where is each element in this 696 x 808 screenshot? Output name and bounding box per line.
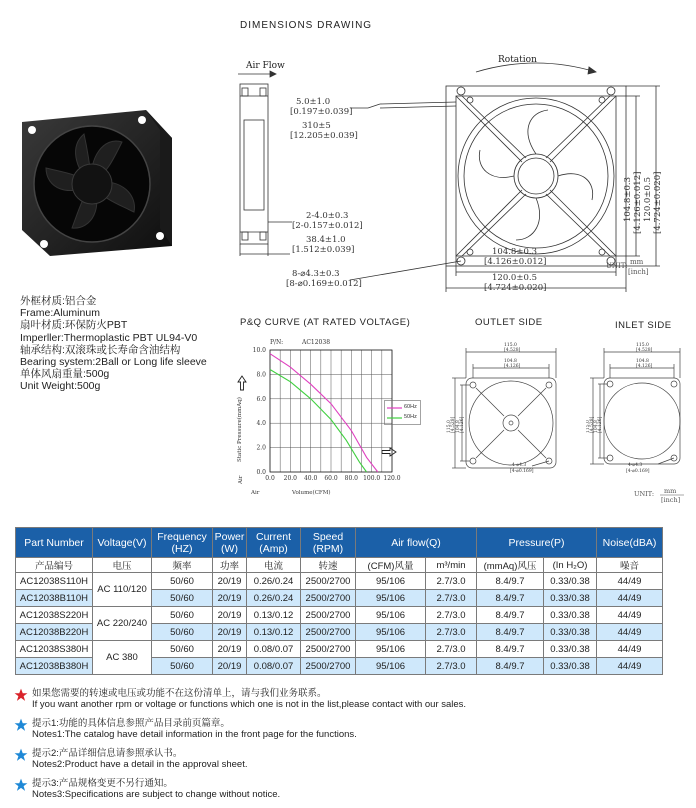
dim-holes: 8-⌀4.3±0.3 (292, 269, 340, 279)
air-flow-label: Air Flow (246, 61, 285, 71)
rotation-label: Rotation (498, 55, 537, 65)
pn-value: AC12038 (302, 339, 331, 346)
cell-m3: 2.7/3.0 (426, 590, 477, 607)
sub-cfm: (CFM)风量 (356, 558, 426, 573)
inlet-t1: 115.0 (636, 343, 649, 348)
cell-mmaq: 8.4/9.7 (477, 624, 544, 641)
cell-freq: 50/60 (152, 624, 213, 641)
blue-star-icon (14, 778, 28, 792)
inlet-h2: [4-⌀0.169] (626, 469, 650, 474)
cell-cfm: 95/106 (356, 641, 426, 658)
blue-star-icon (14, 748, 28, 762)
outlet-t1: 115.0 (504, 343, 517, 348)
cell-part: AC12038B110H (16, 590, 93, 607)
dim-cable-offset-inch: [0.197±0.039] (290, 107, 353, 117)
inlet-t2: [4.528] (636, 348, 653, 353)
y-tick-label: 6.0 (256, 395, 266, 403)
cell-voltage: AC 220/240 (93, 607, 152, 641)
pq-x-axis-char: Air (251, 490, 260, 496)
pq-y-axis-char: Air (238, 475, 244, 484)
x-tick-label: 100.0 (363, 475, 381, 482)
header-airflow: Air flow(Q) (356, 528, 477, 558)
cell-power: 20/19 (213, 607, 247, 624)
dim-hole-spacing: 104.8±0.3 (492, 247, 537, 257)
cell-noise: 44/49 (597, 641, 663, 658)
cell-freq: 50/60 (152, 658, 213, 675)
cell-power: 20/19 (213, 573, 247, 590)
note-zh: 提示3:产品规格变更不另行通知。 (32, 778, 173, 789)
cell-power: 20/19 (213, 641, 247, 658)
sub-mmaq: (mmAq)风压 (477, 558, 544, 573)
y-tick-label: 8.0 (256, 371, 266, 379)
spec-line: 扇叶材质:环保防火PBT (20, 319, 128, 332)
dim-v-hole-spacing-inch: [4.126±0.012] (633, 171, 643, 234)
inlet-title: INLET SIDE (615, 320, 672, 331)
series-line-50hz (270, 370, 367, 473)
fan-photo (18, 108, 176, 258)
legend-50hz: 50Hz (404, 414, 417, 420)
cell-speed: 2500/2700 (301, 590, 356, 607)
header-current: Current (Amp) (247, 528, 301, 558)
header-frequency: Frequency (HZ) (152, 528, 213, 558)
header-power: Power (W) (213, 528, 247, 558)
spec-line: 单体风扇重量:500g (20, 368, 110, 381)
cell-voltage: AC 110/120 (93, 573, 152, 607)
outlet-s1: 115.0 (447, 420, 452, 433)
sub-inh2o: (In H₂O) (544, 558, 597, 573)
table-row (16, 573, 663, 590)
cell-m3: 2.7/3.0 (426, 624, 477, 641)
pq-xlabel: Volume(CFM) (292, 490, 331, 496)
cell-mmaq: 8.4/9.7 (477, 641, 544, 658)
arrow-up-icon (238, 376, 246, 390)
note-item (14, 778, 466, 800)
cell-current: 0.13/0.12 (247, 624, 301, 641)
x-tick-label: 20.0 (283, 475, 298, 482)
inlet-t4: [4.126] (636, 364, 653, 369)
y-tick-label: 10.0 (252, 347, 266, 354)
cell-freq: 50/60 (152, 607, 213, 624)
table-row (16, 641, 663, 658)
dim-terminal: 2-4.0±0.3 (306, 211, 349, 221)
outlet-t4: [4.126] (504, 364, 521, 369)
y-tick-label: 4.0 (256, 420, 266, 428)
table-row (16, 607, 663, 624)
dim-hole-spacing-inch: [4.126±0.012] (484, 257, 547, 267)
outlet-t2: [4.528] (504, 348, 521, 353)
cell-m3: 2.7/3.0 (426, 658, 477, 675)
cell-part: AC12038B220H (16, 624, 93, 641)
spec-table (15, 527, 663, 675)
inlet-s1: 115.0 (586, 420, 591, 433)
cell-noise: 44/49 (597, 607, 663, 624)
x-tick-label: 80.0 (344, 475, 359, 482)
outlet-s4: [4.126] (460, 416, 465, 433)
cell-cfm: 95/106 (356, 573, 426, 590)
note-zh: 如果您需要的转速或电压或功能不在这份清单上，请与我们业务联系。 (32, 688, 327, 699)
note-item (14, 718, 466, 740)
sub-power: 功率 (213, 558, 247, 573)
note-zh: 提示1:功能的具体信息参照产品目录前页篇章。 (32, 718, 230, 729)
sub-freq: 频率 (152, 558, 213, 573)
cell-m3: 2.7/3.0 (426, 641, 477, 658)
cell-mmaq: 8.4/9.7 (477, 590, 544, 607)
cell-m3: 2.7/3.0 (426, 573, 477, 590)
dim-width: 120.0±0.5 (492, 273, 537, 283)
cell-mmaq: 8.4/9.7 (477, 607, 544, 624)
note-en: Notes3:Specifications are subject to change without notice. (32, 789, 281, 800)
cell-cfm: 95/106 (356, 624, 426, 641)
inlet-drawing (586, 338, 686, 478)
unit-label: UNIT: (606, 262, 628, 270)
cell-cfm: 95/106 (356, 607, 426, 624)
outlet-s3: 104.8 (456, 420, 461, 433)
cell-inh2o: 0.33/0.38 (544, 624, 597, 641)
cell-inh2o: 0.33/0.38 (544, 641, 597, 658)
cell-speed: 2500/2700 (301, 624, 356, 641)
pq-title: P&Q CURVE (AT RATED VOLTAGE) (240, 317, 411, 328)
outlet-h1: 4-⌀4.3 (512, 463, 527, 468)
dim-terminal-inch: [2-0.157±0.012] (292, 221, 363, 231)
red-star-icon (14, 688, 28, 702)
cell-current: 0.13/0.12 (247, 607, 301, 624)
legend-60hz: 60Hz (404, 404, 417, 410)
inlet-t3: 104.8 (636, 359, 649, 364)
outlet-drawing (446, 338, 576, 478)
y-tick-label: 2.0 (256, 444, 266, 452)
y-tick-label: 0.0 (256, 469, 266, 476)
sub-current: 电流 (247, 558, 301, 573)
blue-star-icon (14, 718, 28, 732)
dimension-drawing (230, 50, 670, 300)
x-tick-label: 0.0 (265, 475, 275, 482)
cell-speed: 2500/2700 (301, 658, 356, 675)
sub-part: 产品编号 (16, 558, 93, 573)
unit-mm-small: mm (664, 487, 677, 495)
outlet-t3: 104.8 (504, 359, 517, 364)
cell-voltage: AC 380 (93, 641, 152, 675)
unit-inch: [inch] (628, 268, 649, 276)
cell-part: AC12038S220H (16, 607, 93, 624)
cell-m3: 2.7/3.0 (426, 607, 477, 624)
cell-freq: 50/60 (152, 590, 213, 607)
dim-v-height: 120.0±0.5 (643, 177, 653, 222)
material-specs (20, 295, 207, 393)
sub-noise: 噪音 (597, 558, 663, 573)
cell-current: 0.26/0.24 (247, 573, 301, 590)
cell-current: 0.08/0.07 (247, 641, 301, 658)
dim-cable-length-inch: [12.205±0.039] (290, 131, 358, 141)
cell-speed: 2500/2700 (301, 641, 356, 658)
spec-line: 轴承结构:双滚珠或长寿命含油结构 (20, 343, 181, 356)
pn-label: P/N: (270, 339, 284, 346)
dim-thickness-inch: [1.512±0.039] (292, 245, 355, 255)
inlet-s3: 104.8 (594, 420, 599, 433)
cell-current: 0.26/0.24 (247, 590, 301, 607)
cell-noise: 44/49 (597, 624, 663, 641)
cell-part: AC12038B380H (16, 658, 93, 675)
cell-freq: 50/60 (152, 641, 213, 658)
spec-line: Imperller:Thermoplastic PBT UL94-V0 (20, 331, 198, 344)
cell-mmaq: 8.4/9.7 (477, 573, 544, 590)
cell-power: 20/19 (213, 590, 247, 607)
cell-speed: 2500/2700 (301, 573, 356, 590)
cell-mmaq: 8.4/9.7 (477, 658, 544, 675)
header-part: Part Number (16, 528, 93, 558)
dim-holes-inch: [8-⌀0.169±0.012] (286, 279, 362, 289)
spec-line: Frame:Aluminum (20, 307, 100, 320)
x-tick-label: 40.0 (303, 475, 318, 482)
note-item (14, 748, 466, 770)
note-en: Notes2:Product have a detail in the approval sheet. (32, 759, 248, 770)
cell-inh2o: 0.33/0.38 (544, 607, 597, 624)
x-tick-label: 120.0 (383, 475, 401, 482)
cell-part: AC12038S380H (16, 641, 93, 658)
note-item (14, 688, 466, 710)
outlet-s2: [4.528] (451, 416, 456, 433)
cell-noise: 44/49 (597, 573, 663, 590)
header-speed: Speed (RPM) (301, 528, 356, 558)
drawing-title: DIMENSIONS DRAWING (240, 20, 373, 31)
cell-speed: 2500/2700 (301, 607, 356, 624)
spec-line: 外框材质:铝合金 (20, 295, 97, 307)
header-row (16, 528, 663, 558)
cell-current: 0.08/0.07 (247, 658, 301, 675)
header-noise: Noise(dBA) (597, 528, 663, 558)
pq-ylabel: Static Pressure(mmAq) (237, 397, 243, 462)
inlet-s4: [4.126] (598, 416, 603, 433)
spec-line: Unit Weight:500g (20, 380, 101, 393)
subheader-row (16, 558, 663, 573)
dim-cable-offset: 5.0±1.0 (296, 97, 331, 107)
cell-part: AC12038S110H (16, 573, 93, 590)
pq-legend (384, 400, 424, 426)
spec-line: Bearing system:2Ball or Long life sleeve (20, 356, 207, 369)
cell-inh2o: 0.33/0.38 (544, 573, 597, 590)
sub-speed: 转速 (301, 558, 356, 573)
arrow-right-icon (382, 448, 396, 456)
header-voltage: Voltage(V) (93, 528, 152, 558)
note-en: If you want another rpm or voltage or functions which one is not in the list,please contact with our sales. (32, 699, 467, 710)
x-tick-label: 60.0 (324, 475, 338, 482)
dim-v-height-inch: [4.724±0.020] (653, 171, 663, 234)
outlet-title: OUTLET SIDE (475, 317, 543, 328)
inlet-s2: [4.528] (590, 416, 595, 433)
unit-inch-small: [inch] (661, 496, 681, 504)
note-en: Notes1:The catalog have detail information in the front page for the functions. (32, 729, 357, 740)
cell-inh2o: 0.33/0.38 (544, 590, 597, 607)
cell-cfm: 95/106 (356, 590, 426, 607)
sub-voltage: 电压 (93, 558, 152, 573)
cell-inh2o: 0.33/0.38 (544, 658, 597, 675)
dim-v-hole-spacing: 104.8±0.3 (623, 177, 633, 222)
cell-power: 20/19 (213, 658, 247, 675)
sub-m3: m³/min (426, 558, 477, 573)
cell-freq: 50/60 (152, 573, 213, 590)
outlet-h2: [4-⌀0.169] (510, 469, 534, 474)
dim-cable-length: 310±5 (302, 121, 331, 131)
cell-noise: 44/49 (597, 658, 663, 675)
notes (14, 688, 466, 808)
inlet-h1: 4-⌀4.3 (628, 463, 643, 468)
dim-thickness: 38.4±1.0 (306, 235, 346, 245)
dim-width-inch: [4.724±0.020] (484, 283, 547, 293)
cell-noise: 44/49 (597, 590, 663, 607)
cell-power: 20/19 (213, 624, 247, 641)
note-zh: 提示2:产品详细信息请参照承认书。 (32, 748, 183, 759)
unit-block-small (634, 486, 686, 504)
cell-cfm: 95/106 (356, 658, 426, 675)
unit-label-small: UNIT: (634, 490, 655, 498)
header-pressure: Pressure(P) (477, 528, 597, 558)
unit-mm: mm (630, 258, 644, 266)
